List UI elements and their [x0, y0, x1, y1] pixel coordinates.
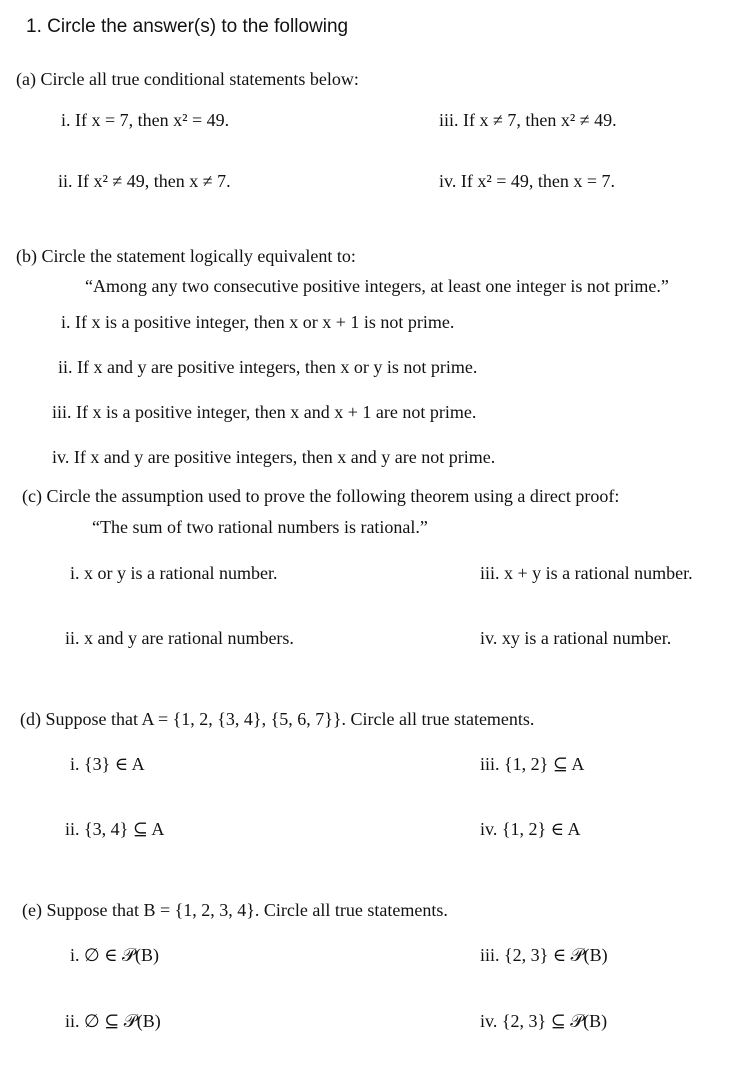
- question-c-option-iii[interactable]: iii. x + y is a rational number.: [480, 563, 693, 583]
- question-e-option-iii[interactable]: iii. {2, 3} ∈ 𝒫(B): [480, 945, 608, 965]
- question-a-option-i[interactable]: i. If x = 7, then x² = 49.: [61, 110, 230, 130]
- question-d-prompt: (d) Suppose that A = {1, 2, {3, 4}, {5, 6, 7}}. Circle all true statements.: [20, 709, 535, 729]
- page-title: 1. Circle the answer(s) to the following: [26, 16, 349, 37]
- question-d-option-iii[interactable]: iii. {1, 2} ⊆ A: [480, 754, 585, 774]
- question-b-option-iii[interactable]: iii. If x is a positive integer, then x and x + 1 are not prime.: [52, 402, 477, 422]
- question-c-option-i[interactable]: i. x or y is a rational number.: [70, 563, 278, 583]
- question-a-prompt: (a) Circle all true conditional statements below:: [16, 69, 359, 89]
- question-c-option-iv[interactable]: iv. xy is a rational number.: [480, 628, 672, 648]
- question-e-option-iv[interactable]: iv. {2, 3} ⊆ 𝒫(B): [480, 1011, 608, 1031]
- question-d-option-ii[interactable]: ii. {3, 4} ⊆ A: [65, 819, 165, 839]
- question-c-prompt: (c) Circle the assumption used to prove the following theorem using a direct proof:: [22, 486, 620, 506]
- question-e-option-i[interactable]: i. ∅ ∈ 𝒫(B): [70, 945, 159, 965]
- question-d-option-i[interactable]: i. {3} ∈ A: [70, 754, 145, 774]
- question-c-option-ii[interactable]: ii. x and y are rational numbers.: [65, 628, 294, 648]
- question-b-prompt: (b) Circle the statement logically equivalent to:: [16, 246, 356, 266]
- question-a-option-ii[interactable]: ii. If x² ≠ 49, then x ≠ 7.: [58, 171, 231, 191]
- question-b-option-i[interactable]: i. If x is a positive integer, then x or x + 1 is not prime.: [61, 312, 455, 332]
- question-b-option-iv[interactable]: iv. If x and y are positive integers, then x and y are not prime.: [52, 447, 496, 467]
- question-e-option-ii[interactable]: ii. ∅ ⊆ 𝒫(B): [65, 1011, 161, 1031]
- question-c-quote: “The sum of two rational numbers is rational.”: [92, 517, 428, 537]
- question-a-option-iii[interactable]: iii. If x ≠ 7, then x² ≠ 49.: [439, 110, 617, 130]
- question-b-option-ii[interactable]: ii. If x and y are positive integers, then x or y is not prime.: [58, 357, 478, 377]
- question-e-prompt: (e) Suppose that B = {1, 2, 3, 4}. Circle all true statements.: [22, 900, 448, 920]
- question-d-option-iv[interactable]: iv. {1, 2} ∈ A: [480, 819, 581, 839]
- question-a-option-iv[interactable]: iv. If x² = 49, then x = 7.: [439, 171, 616, 191]
- question-b-quote: “Among any two consecutive positive integers, at least one integer is not prime.”: [85, 276, 669, 296]
